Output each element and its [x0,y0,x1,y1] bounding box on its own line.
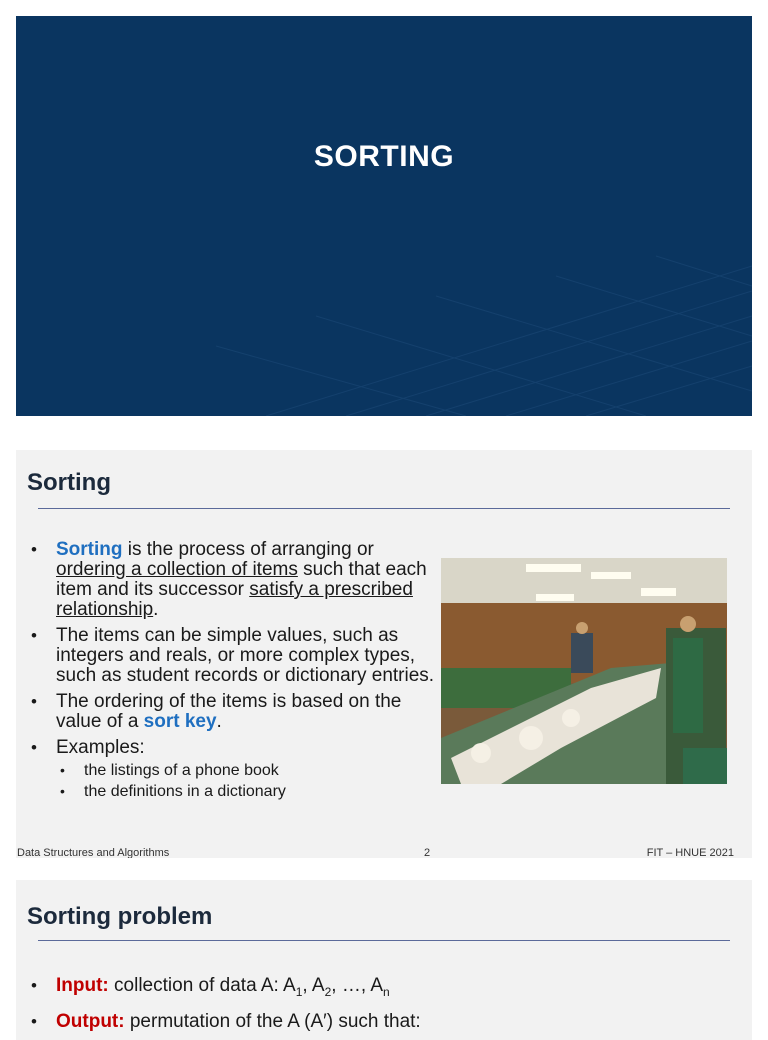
background-grid-pattern [16,16,752,416]
footer-institution: FIT – HNUE 2021 [646,847,734,858]
bullet-input: • Input: collection of data A: $A_1$, $A_2$, …, $A_n$ [28,976,728,1002]
footer-page-number: 2 [424,847,431,858]
bullet-text: . [216,711,222,732]
bullet-text: is the process of arranging or [122,539,374,560]
heading-rule [38,508,730,509]
footer-course: Data Structures and Algorithms [17,847,170,858]
bullet-text: Examples: [56,737,145,758]
slide-heading: Sorting problem [27,903,213,930]
example-item: • the listings of a phone book [56,760,448,781]
subscript: 1 [295,984,303,999]
subscript: 2 [324,984,332,999]
bullet-examples [28,738,448,802]
heading-rule [38,940,730,941]
content-slide-sorting-problem [16,880,752,1040]
underlined-phrase: ordering a collection of items [56,559,298,580]
input-label: Input: [56,975,109,996]
title-slide [16,16,752,416]
bullet-text: . [153,599,159,620]
bullet-definition [28,540,448,620]
bullet-list [28,540,448,808]
bullet-output [28,1012,728,1032]
bullet-list [28,976,728,1040]
term-sort-key: sort key [143,711,217,732]
example-item: • the definitions in a dictionary [56,781,448,802]
slide-heading: Sorting [27,469,111,496]
underlined-phrase: satisfy a prescribed relationship [56,579,413,620]
bullet-text: collection of data A: A [108,975,296,996]
bullet-text: permutation of the A (A′ [124,1010,327,1032]
bullet-text: The ordering of the items is based on the value of a [56,691,402,732]
term-sorting: Sorting [56,539,123,560]
examples-list [56,760,448,802]
bullet-sort-key [28,692,448,732]
content-slide-sorting [16,450,752,858]
output-label: Output: [56,1010,125,1032]
subscript: n [383,984,390,999]
bullet-item-types: • The items can be simple values, such as integers and reals, or more complex types, such as student records or dictionary entries. [28,626,448,686]
slide-title: SORTING [313,140,455,173]
bullet-text: ) such that: [326,1010,421,1032]
sorting-facility-photo [441,558,727,784]
bullet-text: such that each item and its successor [56,559,427,600]
